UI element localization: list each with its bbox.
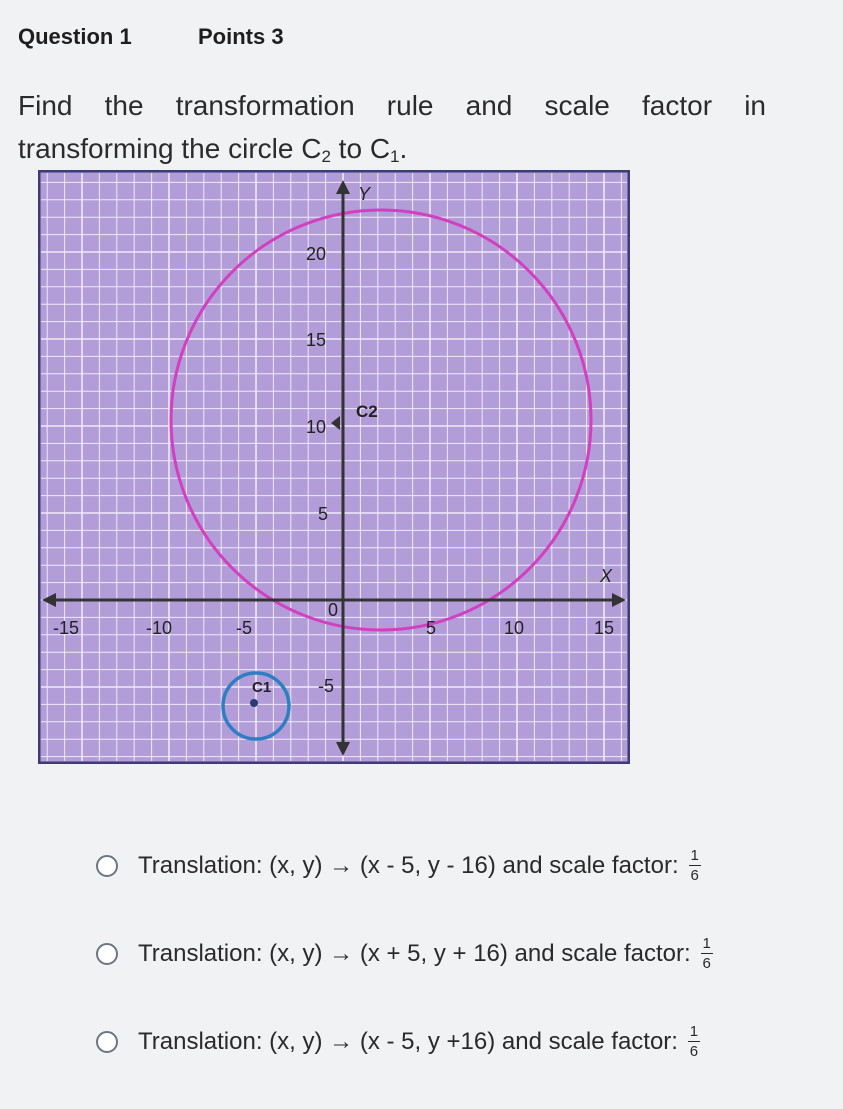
x-tick-label: -5 — [236, 618, 253, 638]
option-text: Translation: (x, y) → (x - 5, y +16) and scale factor: — [138, 1027, 678, 1055]
prompt-text: to C — [330, 133, 391, 164]
prompt-word: and — [465, 90, 513, 121]
option-text: Translation: (x, y) → (x + 5, y + 16) and scale factor: — [138, 939, 691, 967]
y-axis-label: Y — [358, 184, 371, 204]
fraction-numerator: 1 — [690, 847, 699, 864]
prompt-text: transforming the circle C — [18, 133, 322, 164]
fraction — [688, 1024, 700, 1059]
x-tick-label: 5 — [426, 618, 437, 638]
grid-frame — [38, 170, 630, 764]
prompt-subscript: 1 — [390, 147, 400, 166]
radio-button[interactable] — [96, 1031, 118, 1053]
x-tick-label: 15 — [594, 618, 615, 638]
prompt-word: the — [104, 90, 144, 121]
fraction-bar — [688, 1041, 700, 1042]
x-axis-label: X — [600, 566, 613, 586]
fraction-denominator: 6 — [689, 1043, 699, 1060]
coordinate-graph — [38, 170, 630, 764]
answer-option-3[interactable] — [96, 1024, 700, 1059]
radio-button[interactable] — [96, 943, 118, 965]
graph-svg — [38, 170, 630, 764]
fraction — [689, 848, 701, 883]
question-number: Question 1 — [18, 24, 132, 49]
radio-button[interactable] — [96, 855, 118, 877]
fraction-numerator: 1 — [702, 935, 711, 952]
x-tick-label: -10 — [146, 618, 173, 638]
prompt-word: Find — [18, 90, 73, 121]
circle-c1-label: C1 — [252, 679, 272, 696]
prompt-line-1 — [18, 84, 766, 127]
circle-c2-label: C2 — [356, 402, 378, 421]
y-tick-label: 10 — [306, 417, 327, 437]
option-text: Translation: (x, y) → (x - 5, y - 16) and scale factor: — [138, 851, 679, 879]
y-tick-label: 15 — [306, 330, 327, 350]
fraction-bar — [701, 953, 713, 954]
fraction — [701, 936, 713, 971]
question-points: Points 3 — [198, 24, 284, 49]
fraction-numerator: 1 — [689, 1023, 699, 1040]
y-tick-label: 20 — [306, 244, 327, 264]
prompt-word: rule — [386, 90, 434, 121]
circle-c1-center-point — [250, 699, 258, 707]
y-tick-label: -5 — [318, 676, 335, 696]
x-tick-label: 10 — [504, 618, 525, 638]
question-prompt — [18, 84, 778, 178]
prompt-subscript: 2 — [321, 147, 331, 166]
prompt-text: . — [399, 133, 408, 164]
prompt-word: scale — [544, 90, 610, 121]
prompt-word: factor — [642, 90, 713, 121]
prompt-word: in — [744, 90, 766, 121]
x-tick-label: -15 — [53, 618, 80, 638]
prompt-word: transformation — [175, 90, 355, 121]
fraction-denominator: 6 — [702, 955, 711, 972]
y-tick-label: 5 — [318, 504, 329, 524]
y-tick-label: 0 — [328, 600, 339, 620]
fraction-denominator: 6 — [690, 867, 699, 884]
fraction-bar — [689, 865, 701, 866]
answer-option-1[interactable] — [96, 848, 701, 883]
answer-option-2[interactable] — [96, 936, 713, 971]
